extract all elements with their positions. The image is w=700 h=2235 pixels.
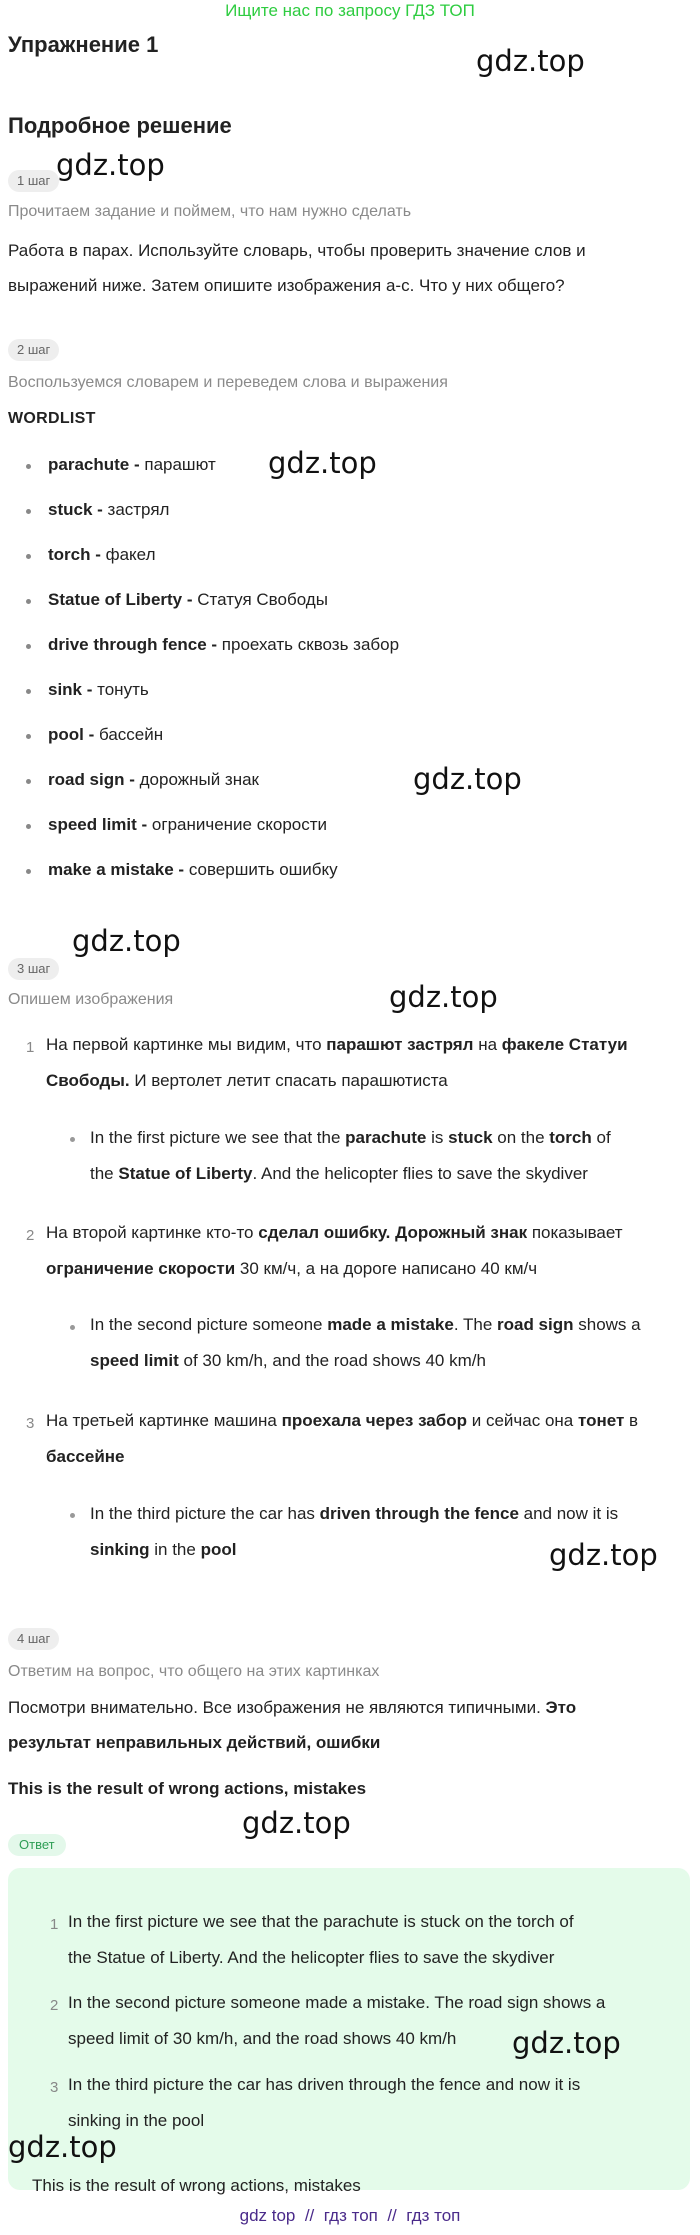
bullet (70, 1137, 75, 1142)
footer-link[interactable]: гдз топ (406, 2206, 461, 2225)
footer-link[interactable]: гдз топ (323, 2206, 378, 2225)
answer-conclusion: This is the result of wrong actions, mistakes (32, 2176, 361, 2195)
step-1-badge: 1 шаг (8, 170, 59, 192)
list-item: road sign - дорожный знак (24, 770, 399, 815)
item-number: 1 (50, 1916, 59, 1933)
step-2-hint: Воспользуемся словарем и переведем слова и выражения (8, 374, 448, 391)
list-item: stuck - застрял (24, 500, 399, 545)
list-item: pool - бассейн (24, 725, 399, 770)
list-item: parachute - парашют (24, 455, 399, 500)
bullet (70, 1325, 75, 1330)
step-3-hint: Опишем изображения (8, 991, 174, 1008)
task-text: Работа в парах. Используйте словарь, чтобы проверить значение слов и выражений ниже. Затем опишите изображения a-c. Что у них общего? (8, 241, 586, 295)
step-3-badge: 3 шаг (8, 958, 59, 980)
search-banner[interactable]: Ищите нас по запросу ГДЗ ТОП (225, 1, 475, 20)
list-item: make a mistake - совершить ошибку (24, 860, 399, 905)
item-3-en: In the third picture the car has driven through the fence and now it is sinking in the pool (90, 1504, 619, 1559)
watermark: gdz.top (389, 980, 498, 1014)
bullet (70, 1513, 75, 1518)
item-1-ru: На первой картинке мы видим, что парашют застрял на факеле Статуи Свободы. И вертолет летит спасать парашютиста (46, 1035, 628, 1090)
watermark: gdz.top (8, 2130, 117, 2164)
step-4-english: This is the result of wrong actions, mistakes (8, 1779, 367, 1798)
step-2-badge: 2 шаг (8, 339, 59, 361)
item-number: 2 (26, 1227, 35, 1244)
step-4-text: Посмотри внимательно. Все изображения не являются типичными. Это результат неправильных действий, ошибки (8, 1698, 577, 1752)
footer-links: gdz top // гдз топ // гдз топ (239, 2206, 461, 2225)
watermark: gdz.top (56, 148, 165, 182)
step-1-hint: Прочитаем задание и поймем, что нам нужно сделать (8, 203, 412, 220)
section-title: Подробное решение (8, 113, 232, 138)
list-item: torch - факел (24, 545, 399, 590)
watermark: gdz.top (268, 446, 377, 480)
item-3-ru: На третьей картинке машина проехала через забор и сейчас она тонет в бассейне (46, 1411, 639, 1466)
list-item: sink - тонуть (24, 680, 399, 725)
list-item: speed limit - ограничение скорости (24, 815, 399, 860)
answer-item-1: In the first picture we see that the parachute is stuck on the torch of the Statue of Liberty. And the helicopter flies to save the skydiver (68, 1912, 574, 1967)
watermark: gdz.top (476, 44, 585, 78)
watermark: gdz.top (413, 762, 522, 796)
item-2-ru: На второй картинке кто-то сделал ошибку. Дорожный знак показывает ограничение скорости 30 км/ч, а на дороге написано 40 км/ч (46, 1223, 623, 1278)
item-number: 3 (50, 2079, 59, 2096)
watermark: gdz.top (72, 924, 181, 958)
wordlist-title: WORDLIST (8, 410, 96, 427)
item-number: 2 (50, 1997, 59, 2014)
page-title: Упражнение 1 (8, 32, 159, 57)
answer-badge: Ответ (8, 1834, 66, 1856)
list-item: Statue of Liberty - Статуя Свободы (24, 590, 399, 635)
wordlist (24, 455, 399, 905)
watermark: gdz.top (512, 2026, 621, 2060)
watermark: gdz.top (242, 1806, 351, 1840)
answer-item-2: In the second picture someone made a mistake. The road sign shows a speed limit of 30 km/h, and the road shows 40 km/h (68, 1993, 606, 2048)
item-number: 1 (26, 1039, 35, 1056)
answer-item-3: In the third picture the car has driven through the fence and now it is sinking in the pool (68, 2075, 581, 2130)
watermark: gdz.top (549, 1538, 658, 1572)
step-4-badge: 4 шаг (8, 1628, 59, 1650)
item-2-en: In the second picture someone made a mistake. The road sign shows a speed limit of 30 km/h, and the road shows 40 km/h (90, 1315, 641, 1370)
footer-link[interactable]: gdz top (239, 2206, 296, 2225)
item-number: 3 (26, 1415, 35, 1432)
list-item: drive through fence - проехать сквозь забор (24, 635, 399, 680)
step-4-hint: Ответим на вопрос, что общего на этих картинках (8, 1663, 380, 1680)
item-1-en: In the first picture we see that the parachute is stuck on the torch of the Statue of Liberty. And the helicopter flies to save the skydiver (90, 1128, 611, 1183)
